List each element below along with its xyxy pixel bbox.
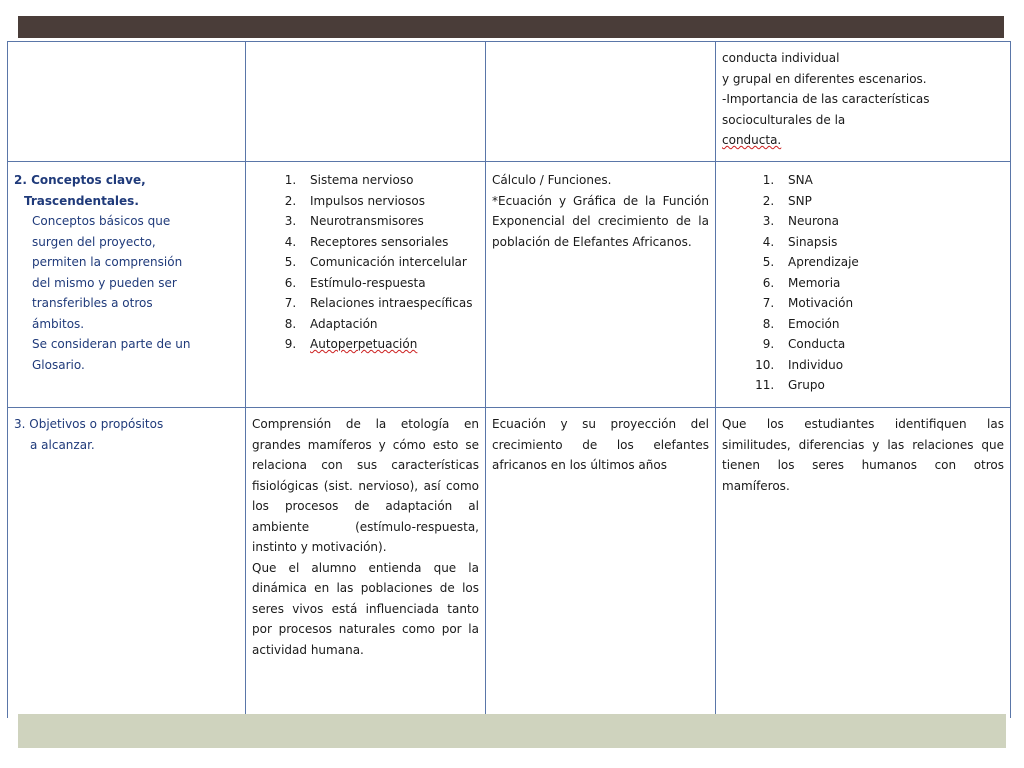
list-item: 9. Autoperpetuación <box>300 334 479 355</box>
psychology-concepts-cell <box>716 162 1011 408</box>
objective-paragraph: Ecuación y su proyección del crecimiento de los elefantes africanos en los últimos años <box>492 417 709 472</box>
conduct-text-line: conducta individual <box>722 51 840 65</box>
description-line: permiten la comprensión <box>32 255 183 269</box>
list-item: 5. Aprendizaje <box>778 252 1004 273</box>
list-item: 4. Receptores sensoriales <box>300 232 479 253</box>
top-title-bar <box>18 16 1004 38</box>
objective-paragraph: Que los estudiantes identifiquen las similitudes, diferencias y las relaciones que tienen los seres humanos con otros mamíferos. <box>722 417 1004 493</box>
description-line: ámbitos. <box>32 316 85 331</box>
section-heading-cont: a alcanzar. <box>30 437 95 452</box>
row0-col4-cell <box>716 42 1011 162</box>
bottom-footer-bar <box>18 714 1006 748</box>
list-item: 8. Adaptación <box>300 314 479 335</box>
section-heading: 2. Conceptos clave, <box>14 173 146 187</box>
table-row <box>8 42 1011 162</box>
row0-col3-cell <box>486 42 716 162</box>
list-item: 5. Comunicación intercelular <box>300 252 479 273</box>
list-item: 2. Impulsos nerviosos <box>300 191 479 212</box>
curriculum-table <box>7 41 1011 718</box>
description-line: del mismo y pueden ser <box>32 275 177 290</box>
list-item: 6. Memoria <box>778 273 1004 294</box>
table-row <box>8 408 1011 718</box>
math-title: Cálculo / Funciones. <box>492 173 612 187</box>
list-item: 9. Conducta <box>778 334 1004 355</box>
description-line: surgen del proyecto, <box>32 234 156 249</box>
list-item: 1. SNA <box>778 170 1004 191</box>
math-concepts-cell <box>486 162 716 408</box>
conduct-text-line: socioculturales de la <box>722 112 846 127</box>
description-line: Conceptos básicos que <box>32 214 171 228</box>
objective-paragraph: Que el alumno entienda que la dinámica en las poblaciones de los seres vivos está influenciada tanto por procesos naturales como por la actividad humana. <box>252 560 479 657</box>
conduct-text-line: y grupal en diferentes escenarios. <box>722 71 927 86</box>
section-heading: 3. Objetivos o propósitos <box>14 417 164 431</box>
list-item: 2. SNP <box>778 191 1004 212</box>
psychology-concepts-list <box>722 170 1004 396</box>
list-item: 4. Sinapsis <box>778 232 1004 253</box>
math-description: *Ecuación y Gráfica de la Función Exponencial del crecimiento de la población de Elefantes Africanos. <box>492 193 709 249</box>
math-objectives-cell <box>486 408 716 718</box>
section-description <box>14 211 239 375</box>
row0-col1-cell <box>8 42 246 162</box>
conduct-text-line: conducta. <box>722 133 782 147</box>
list-item: 6. Estímulo-respuesta <box>300 273 479 294</box>
biology-concepts-cell <box>246 162 486 408</box>
list-item: 10. Individuo <box>778 355 1004 376</box>
list-item: 7. Motivación <box>778 293 1004 314</box>
conduct-text-line: -Importancia de las características <box>722 92 930 106</box>
list-item: 3. Neurona <box>778 211 1004 232</box>
objectives-heading-cell <box>8 408 246 718</box>
table-row <box>8 162 1011 408</box>
objective-paragraph: Comprensión de la etología en grandes mamíferos y cómo esto se relaciona con sus características fisiológicas (sist. nervioso), así como los procesos de adaptación al ambiente (estímulo-respuesta, instinto y motivación). <box>252 417 479 554</box>
list-item: 7. Relaciones intraespecíficas <box>300 293 479 314</box>
row0-col2-cell <box>246 42 486 162</box>
description-line: Se consideran parte de un <box>32 337 191 351</box>
description-line: transferibles a otros <box>32 296 153 310</box>
list-item: 11. Grupo <box>778 375 1004 396</box>
list-item: 8. Emoción <box>778 314 1004 335</box>
psychology-objectives-cell <box>716 408 1011 718</box>
section-heading-cont: Trascendentales. <box>24 193 139 208</box>
biology-concepts-list <box>252 170 479 355</box>
description-line: Glosario. <box>32 357 85 372</box>
list-item: 1. Sistema nervioso <box>300 170 479 191</box>
biology-objectives-cell <box>246 408 486 718</box>
key-concepts-heading-cell <box>8 162 246 408</box>
list-item: 3. Neurotransmisores <box>300 211 479 232</box>
